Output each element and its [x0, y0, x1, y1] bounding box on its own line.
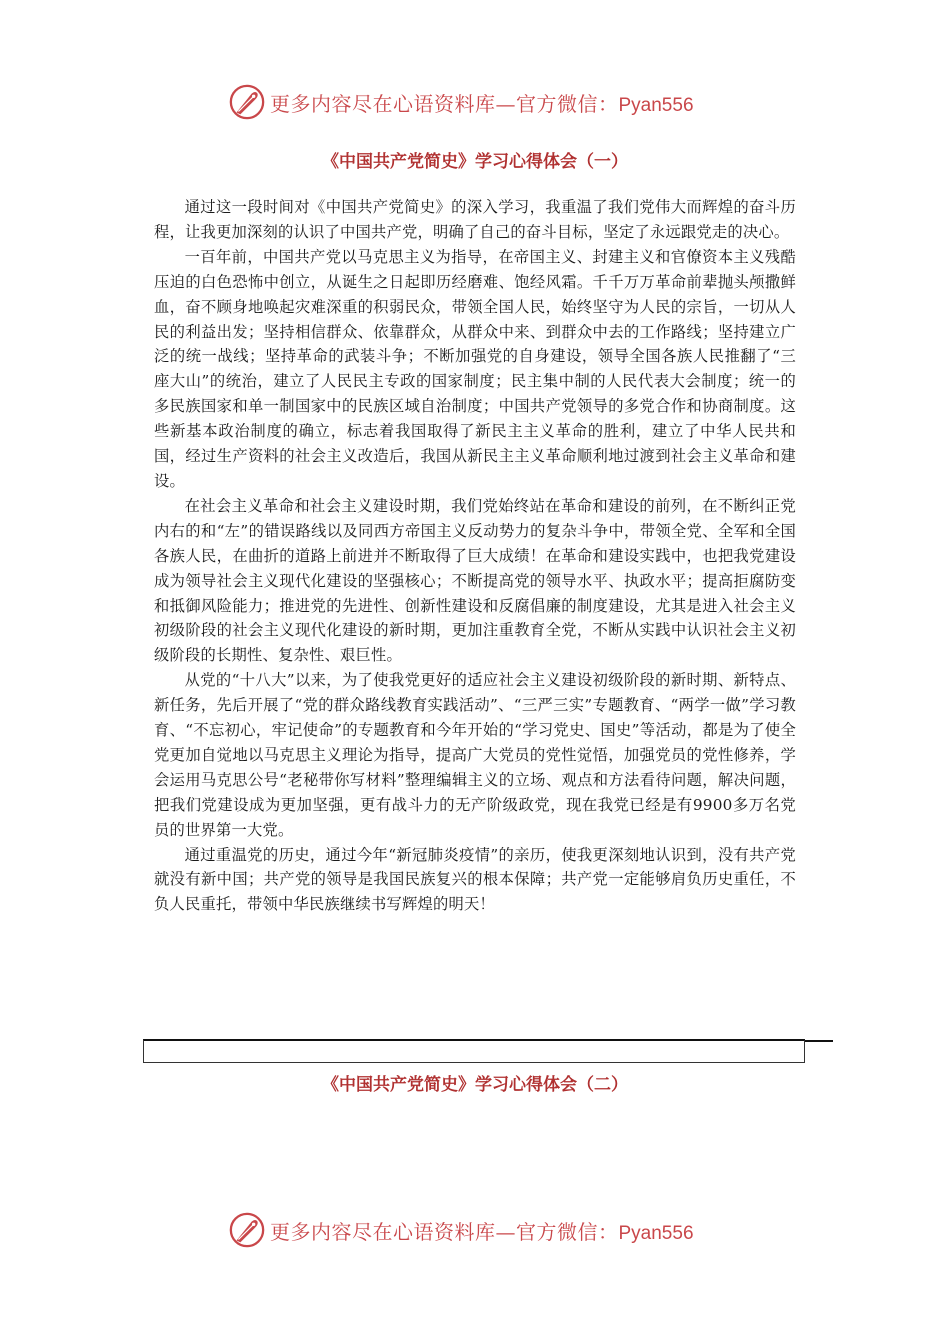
watermark-text: 更多内容尽在心语资料库—官方微信：Pyan556	[270, 91, 694, 116]
section-divider-line	[805, 1040, 833, 1042]
paragraph-3: 在社会主义革命和社会主义建设时期，我们党始终站在革命和建设的前列，在不断纠正党内右的和“左”的错误路线以及同西方帝国主义反动势力的复杂斗争中，带领全党、全军和全国各族人民，在曲折的道路上前进并不断取得了巨大成绩！在革命和建设实践中，也把我党建设成为领导社会主义现代化建设的坚强核心；不断提高党的领导水平、执政水平；提高拒腐防变和抵御风险能力；推进党的先进性、创新性建设和反腐倡廉的制度建设，尤其是进入社会主义初级阶段的社会主义现代化建设的新时期，更加注重教育全党，不断从实践中认识社会主义初级阶段的长期性、复杂性、艰巨性。	[154, 496, 796, 665]
watermark-banner-bottom	[228, 1208, 748, 1252]
wechat-id: Pyan556	[618, 94, 694, 116]
watermark-text: 更多内容尽在心语资料库—官方微信：Pyan556	[270, 1219, 694, 1244]
paragraph-4: 从党的“十八大”以来，为了使我党更好的适应社会主义建设初级阶段的新时期、新特点、新任务，先后开展了“党的群众路线教育实践活动”、“三严三实”专题教育、“两学一做”学习教育、“不忘初心，牢记使命”的专题教育和今年开始的“学习党史、国史”等活动，都是为了使全党更加自觉地以马克思主义理论为指导，提高广大党员的党性觉悟，加强党员的党性修养，学会运用马克思公号“老秘带你写材料”整理编辑主义的立场、观点和方法看待问题，解决问题，把我们党建设成为更加坚强，更有战斗力的无产阶级政党，现在我党已经是有9900多万名党员的世界第一大党。	[154, 671, 796, 839]
section-title-2: 《中国共产党简史》学习心得体会（二）	[322, 1075, 628, 1095]
pen-nib-icon	[228, 83, 266, 121]
paragraph-5: 通过重温党的历史，通过今年“新冠肺炎疫情”的亲历，使我更深刻地认识到，没有共产党就没有新中国；共产党的领导是我国民族复兴的根本保障；共产党一定能够肩负历史重任，不负人民重托，带领中华民族继续书写辉煌的明天！	[154, 845, 796, 914]
article-body	[154, 195, 796, 917]
watermark-banner-top	[228, 80, 748, 124]
section-title-1: 《中国共产党简史》学习心得体会（一）	[322, 152, 628, 172]
pen-nib-icon	[228, 1211, 266, 1249]
paragraph-1: 通过这一段时间对《中国共产党简史》的深入学习，我重温了我们党伟大而辉煌的奋斗历程，让我更加深刻的认识了中国共产党，明确了自己的奋斗目标，坚定了永远跟党走的决心。	[154, 198, 796, 241]
paragraph-2: 一百年前，中国共产党以马克思主义为指导，在帝国主义、封建主义和官僚资本主义残酷压迫的白色恐怖中创立，从诞生之日起即历经磨难、饱经风霜。千千万万革命前辈抛头颅撒鲜血，奋不顾身地唤起灾难深重的积弱民众，带领全国人民，始终坚守为人民的宗旨，一切从人民的利益出发；坚持相信群众、依靠群众，从群众中来、到群众中去的工作路线；坚持建立广泛的统一战线；坚持革命的武装斗争；不断加强党的自身建设，领导全国各族人民推翻了“三座大山”的统治，建立了人民民主专政的国家制度；民主集中制的人民代表大会制度；统一的多民族国家和单一制国家中的民族区域自治制度；中国共产党领导的多党合作和协商制度。这些新基本政治制度的确立，标志着我国取得了新民主主义革命的胜利，建立了中华人民共和国，经过生产资料的社会主义改造后，我国从新民主主义革命顺利地过渡到社会主义革命和建设。	[154, 247, 796, 490]
section-divider-box	[143, 1039, 805, 1063]
wechat-id: Pyan556	[618, 1222, 694, 1244]
